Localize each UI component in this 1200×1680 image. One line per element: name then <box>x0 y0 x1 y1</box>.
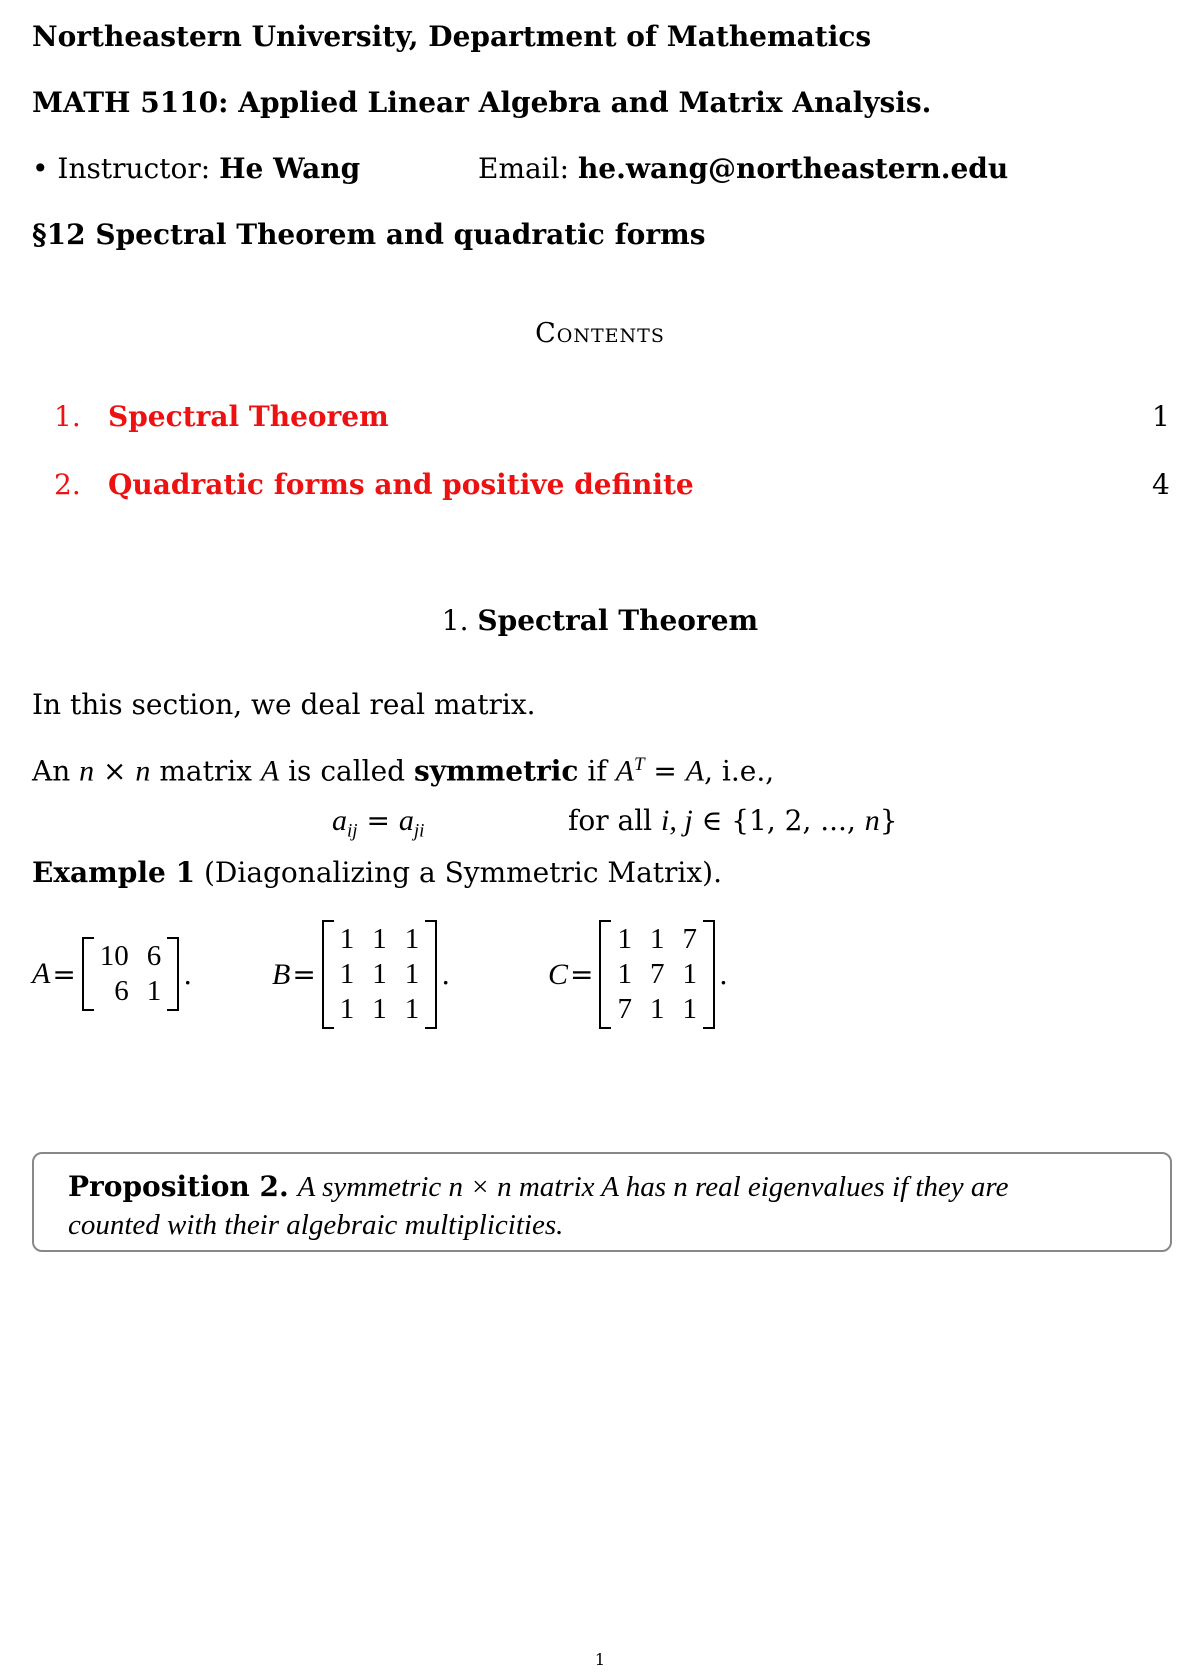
math-var: A <box>685 754 705 788</box>
matrix-cell: 10 <box>99 940 129 972</box>
matrix-cell: 1 <box>404 958 420 990</box>
page-number: 1 <box>594 1650 606 1669</box>
matrix-cell: 1 <box>339 993 355 1025</box>
proposition-line-1 <box>68 1168 1136 1206</box>
instructor-line <box>32 152 360 185</box>
example-description: (Diagonalizing a Symmetric Matrix). <box>203 856 722 889</box>
matrix-a-equals: = <box>52 957 76 991</box>
matrix-cell: 1 <box>682 958 697 990</box>
math-var: n <box>864 804 880 837</box>
matrix-cell: 1 <box>649 993 665 1025</box>
matrix-cell: 1 <box>649 923 665 955</box>
matrix-c-period: . <box>718 958 728 991</box>
matrix-a <box>32 937 192 1011</box>
left-bracket <box>322 920 334 1029</box>
symmetric-condition <box>568 804 898 838</box>
proposition-text-1: A symmetric n × n matrix A has n real eigenvalues if they are <box>297 1171 1009 1203</box>
math-set: ∈ {1, 2, ..., <box>692 804 865 837</box>
math-var: a <box>398 804 414 837</box>
right-bracket <box>703 920 715 1029</box>
def-text: , i.e., <box>704 754 775 788</box>
def-text: is called <box>279 754 414 788</box>
def-text: if <box>578 754 616 788</box>
right-bracket <box>167 937 179 1011</box>
matrix-cell: 1 <box>617 923 632 955</box>
defined-term: symmetric <box>414 754 579 788</box>
math-var: i, j <box>661 804 693 837</box>
matrix-b <box>272 920 450 1029</box>
matrix-cell: 1 <box>339 958 355 990</box>
toc-item-2-label[interactable]: Quadratic forms and positive definite <box>108 468 694 501</box>
matrix-cell: 1 <box>682 993 697 1025</box>
right-bracket <box>425 920 437 1029</box>
matrix-cell: 1 <box>372 958 387 990</box>
math-subscript: ij <box>347 820 358 842</box>
toc-item-1-label[interactable]: Spectral Theorem <box>108 400 389 433</box>
math-op: = <box>644 754 686 788</box>
proposition-text-2: counted with their algebraic multiplicities. <box>68 1209 564 1241</box>
def-text: An <box>32 754 80 788</box>
matrix-b-name: B <box>272 957 291 991</box>
def-text: matrix <box>150 754 261 788</box>
email-address[interactable]: he.wang@northeastern.edu <box>577 152 1009 185</box>
matrix-cell: 1 <box>617 958 632 990</box>
example-label: Example 1 <box>32 856 196 889</box>
section-1-title: Spectral Theorem <box>477 604 759 637</box>
matrix-cell: 6 <box>146 940 162 972</box>
toc-item-1-page: 1 <box>1152 400 1170 433</box>
symmetric-definition <box>32 754 774 788</box>
math-subscript: ji <box>413 820 425 842</box>
math-var: n <box>135 754 151 788</box>
matrix-cell: 1 <box>372 923 387 955</box>
math-superscript: T <box>633 754 645 775</box>
matrix-a-period: . <box>183 957 193 991</box>
course-title: MATH 5110: Applied Linear Algebra and Matrix Analysis. <box>32 86 932 119</box>
left-bracket <box>599 920 611 1029</box>
section-1-heading <box>0 604 1200 637</box>
matrix-cell: 1 <box>339 923 355 955</box>
proposition-box <box>32 1152 1172 1252</box>
proposition-label: Proposition 2. <box>68 1170 289 1203</box>
math-var: n <box>79 754 95 788</box>
math-var: a <box>332 804 347 837</box>
math-op: = <box>357 804 399 837</box>
left-bracket <box>82 937 94 1011</box>
university-title: Northeastern University, Department of Mathematics <box>32 20 872 53</box>
section-title: §12 Spectral Theorem and quadratic forms <box>32 218 706 251</box>
matrix-b-equals: = <box>292 958 316 991</box>
matrix-b-period: . <box>441 958 451 991</box>
matrix-c-equals: = <box>570 958 594 991</box>
matrix-cell: 1 <box>404 923 420 955</box>
symmetric-equation <box>332 804 424 843</box>
matrix-cell: 7 <box>617 993 632 1025</box>
matrix-cell: 1 <box>146 975 162 1007</box>
matrix-cell: 7 <box>682 923 697 955</box>
toc-item-2-number[interactable]: 2. <box>54 468 81 501</box>
email-line <box>478 152 1008 185</box>
instructor-label: • Instructor: <box>32 152 220 185</box>
matrix-c-name: C <box>548 957 569 991</box>
toc-item-1-number[interactable]: 1. <box>54 400 81 433</box>
section-1-number: 1. <box>441 604 469 637</box>
toc-item-2-page: 4 <box>1152 468 1170 501</box>
matrix-cell: 1 <box>404 993 420 1025</box>
math-var: A <box>260 754 280 788</box>
intro-paragraph: In this section, we deal real matrix. <box>32 688 536 721</box>
email-label: Email: <box>478 152 578 185</box>
math-op: × <box>94 754 136 788</box>
matrix-cell: 7 <box>649 958 665 990</box>
cond-text: for all <box>568 804 662 837</box>
instructor-name: He Wang <box>219 152 361 185</box>
toc-title: Contents <box>535 318 665 349</box>
matrix-cell: 1 <box>372 993 387 1025</box>
matrix-c <box>548 920 728 1029</box>
math-var: A <box>615 754 634 788</box>
matrix-cell: 6 <box>114 975 129 1007</box>
math-set: } <box>879 804 898 837</box>
example-1 <box>32 856 722 889</box>
matrix-a-name: A <box>32 957 51 990</box>
